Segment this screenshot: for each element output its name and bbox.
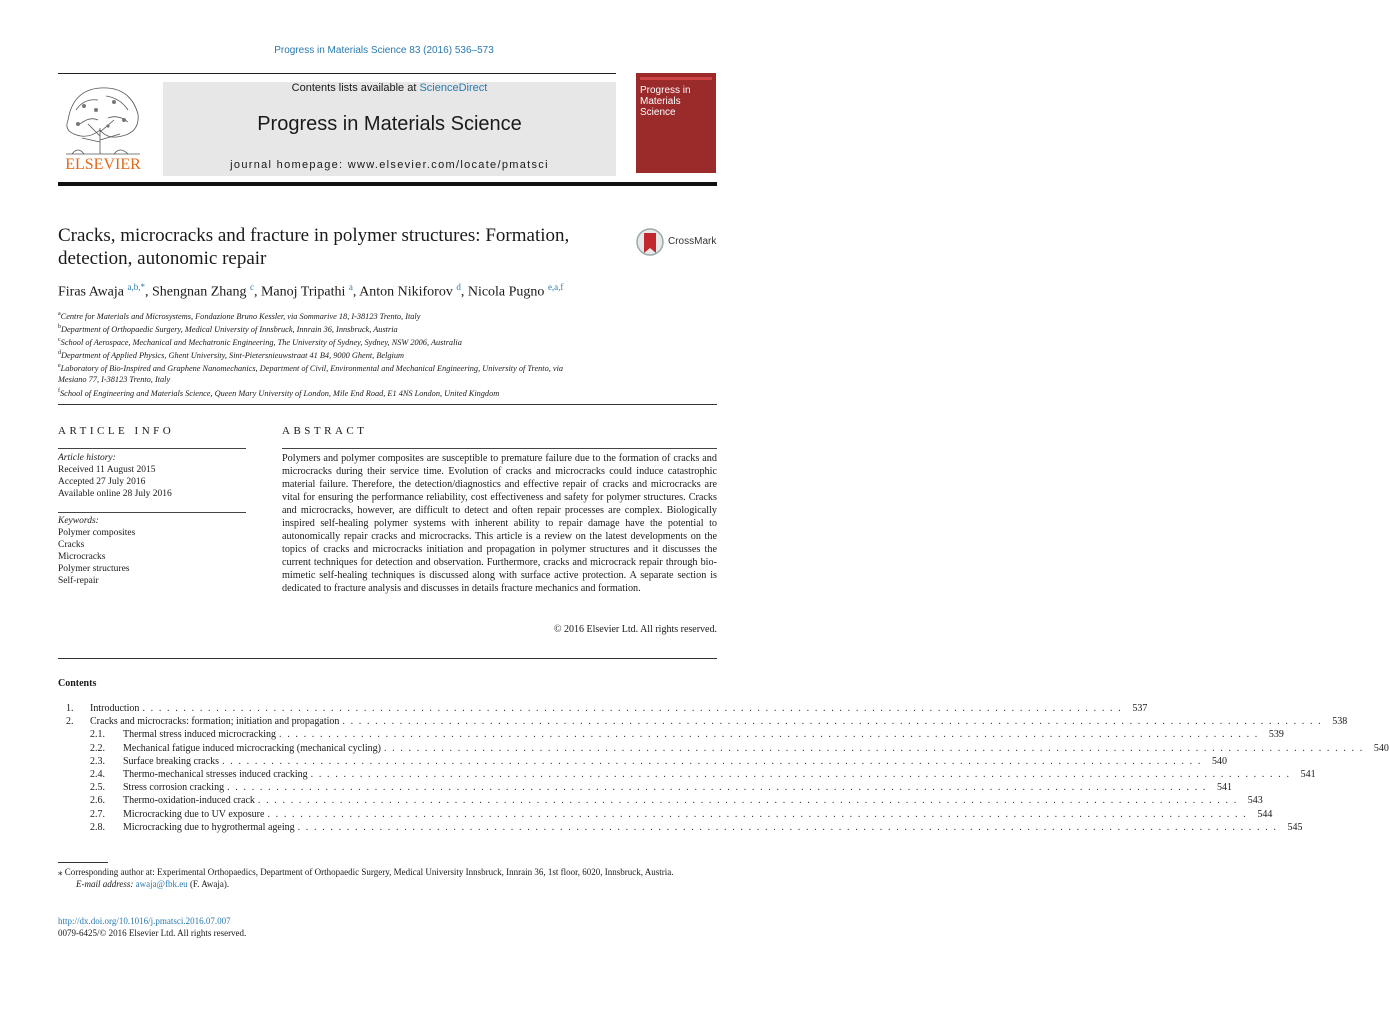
- received-date: Received 11 August 2015: [58, 465, 156, 475]
- email-link[interactable]: awaja@fbk.eu: [135, 879, 188, 889]
- toc-page-number: 537: [1132, 703, 1148, 714]
- journal-cover-image: [636, 73, 716, 173]
- affiliation-marker: a: [58, 311, 61, 317]
- article-history: [58, 452, 246, 500]
- author-affiliation-marker[interactable]: c: [249, 282, 254, 292]
- affiliation-text: Centre for Materials and Microsystems, Fondazione Bruno Kessler, via Sommarive 18, I-38123 Trento, Italy: [60, 311, 421, 321]
- email-label: E-mail address:: [76, 879, 134, 889]
- affiliation-text: School of Aerospace, Mechanical and Mechatronic Engineering, The University of Sydney, Sydney, NSW 2006, Australia: [60, 337, 462, 347]
- author-affiliation-marker[interactable]: a,b,*: [127, 282, 145, 292]
- toc-page-number: 539: [1268, 729, 1284, 741]
- affiliation-item: [58, 361, 578, 385]
- article-info-rule: [58, 448, 246, 449]
- sciencedirect-link[interactable]: ScienceDirect: [419, 82, 488, 94]
- header-rule: [58, 73, 616, 74]
- toc-leader-dots: . . . . . . . . . . . . . . . . . . . . . . . . . . . . . . . . . . . . . . . . . . . . . . . . . . . . . . . . . . . . . . . . . . . . . . . . . . . . . . . . . . . . . . . . . . . . . . . . . . . . . . . . . . . . . . . . . . . . . . . .: [297, 821, 1278, 833]
- affiliation-list: [58, 309, 718, 399]
- toc-number: 2.3.: [90, 755, 105, 767]
- toc-title: Thermo-mechanical stresses induced cracking: [123, 769, 308, 780]
- toc-item[interactable]: [58, 742, 1389, 756]
- author-list: Firas Awaja $^{a,b,*}$, Shengnan Zhang $^c$, Manoj Tripathi $^a$, Anton Nikiforov $^d$, Nicola Pugno $^{e,a,f}$: [58, 282, 564, 300]
- toc-page-number: 545: [1287, 821, 1303, 833]
- toc-item[interactable]: [58, 821, 1303, 835]
- toc-page-number: 543: [1247, 795, 1263, 807]
- footnote-rule: [58, 862, 108, 863]
- affiliation-item: [58, 335, 718, 348]
- toc-item[interactable]: [58, 703, 1148, 716]
- corresponding-author-text: ⁎ Corresponding author at: Experimental Orthopaedics, Department of Orthopaedic Surgery, Medical University Innsbruck, Innrain 36, 1st floor, 6020, Innsbruck, Austria.: [58, 867, 674, 877]
- toc-title: Stress corrosion cracking: [123, 782, 225, 794]
- journal-homepage-link[interactable]: journal homepage: www.elsevier.com/locate/pmatsci: [230, 159, 549, 171]
- toc-number: 2.8.: [90, 821, 105, 833]
- toc-leader-dots: . . . . . . . . . . . . . . . . . . . . . . . . . . . . . . . . . . . . . . . . . . . . . . . . . . . . . . . . . . . . . . . . . . . . . . . . . . . . . . . . . . . . . . . . . . . . . . . . . . . . . . . . . . . . . . . . . . . . . . . .: [310, 769, 1291, 780]
- author-name[interactable]: Manoj Tripathi: [260, 284, 346, 300]
- crossmark-icon: [636, 227, 664, 257]
- author-name[interactable]: Nicola Pugno: [467, 284, 545, 300]
- toc-item[interactable]: [58, 716, 1348, 729]
- toc-title: Microcracking due to hygrothermal ageing: [123, 821, 295, 833]
- toc-title: Microcracking due to UV exposure: [123, 808, 265, 820]
- header-thick-rule: [58, 182, 717, 186]
- toc-number: 2.5.: [90, 782, 105, 794]
- toc-number: 2.4.: [90, 769, 105, 780]
- affiliation-marker: b: [58, 324, 61, 331]
- toc-page-number: 541: [1217, 782, 1232, 794]
- author-affiliation-marker[interactable]: d: [456, 282, 461, 292]
- toc-page-number: 540: [1373, 742, 1389, 754]
- elsevier-logo: [58, 80, 148, 175]
- affiliation-item: [58, 322, 718, 335]
- toc-leader-dots: . . . . . . . . . . . . . . . . . . . . . . . . . . . . . . . . . . . . . . . . . . . . . . . . . . . . . . . . . . . . . . . . . . . . . . . . . . . . . . . . . . . . . . . . . . . . . . . . . . . . . . . . . . . . . . . . . . . . . . . .: [383, 742, 1364, 754]
- toc-leader-dots: . . . . . . . . . . . . . . . . . . . . . . . . . . . . . . . . . . . . . . . . . . . . . . . . . . . . . . . . . . . . . . . . . . . . . . . . . . . . . . . . . . . . . . . . . . . . . . . . . . . . . . . . . . . . . . . . . . . . . . . .: [279, 729, 1259, 741]
- abstract-rule: [282, 448, 717, 449]
- toc-item[interactable]: [58, 769, 1316, 782]
- toc-title: Introduction: [90, 703, 140, 714]
- keyword-item: Cracks: [58, 540, 85, 550]
- toc-title: Thermo-oxidation-induced crack: [123, 795, 255, 807]
- affiliation-item: [58, 309, 718, 322]
- toc-title: Cracks and microcracks: formation; initiation and propagation: [90, 716, 340, 728]
- author-affiliation-marker[interactable]: e,a,f: [547, 282, 564, 292]
- toc-item[interactable]: [58, 729, 1284, 742]
- toc-number: 2.6.: [90, 795, 105, 807]
- history-label: Article history:: [58, 453, 116, 463]
- toc-page-number: 544: [1257, 808, 1273, 820]
- affiliation-text: Department of Orthopaedic Surgery, Medical University of Innsbruck, Innrain 36, Innsbruck, Austria: [61, 324, 398, 334]
- toc-title: Surface breaking cracks: [123, 755, 220, 767]
- keyword-item: Microcracks: [58, 552, 106, 562]
- toc-leader-dots: . . . . . . . . . . . . . . . . . . . . . . . . . . . . . . . . . . . . . . . . . . . . . . . . . . . . . . . . . . . . . . . . . . . . . . . . . . . . . . . . . . . . . . . . . . . . . . . . . . . . . . . . . . . . . . . . . . . . . . . .: [267, 808, 1248, 820]
- toc-page-number: 538: [1332, 716, 1348, 728]
- affiliation-marker: e: [58, 363, 61, 370]
- crossmark-label: CrossMark: [668, 236, 717, 247]
- keywords-label: Keywords:: [58, 516, 99, 526]
- toc-page-number: 541: [1300, 769, 1316, 780]
- toc-leader-dots: . . . . . . . . . . . . . . . . . . . . . . . . . . . . . . . . . . . . . . . . . . . . . . . . . . . . . . . . . . . . . . . . . . . . . . . . . . . . . . . . . . . . . . . . . . . . . . . . . . . . . . . . . . . . . . . . . . . . . . . .: [222, 755, 1202, 767]
- crossmark-badge[interactable]: [636, 227, 726, 257]
- toc-title: Mechanical fatigue induced microcracking (mechanical cycling): [123, 742, 381, 754]
- toc-item[interactable]: [58, 755, 1227, 769]
- journal-reference-link[interactable]: Progress in Materials Science 83 (2016) 536–573: [274, 45, 494, 56]
- corresponding-author-footnote: [58, 866, 717, 890]
- toc-number: 2.: [66, 716, 74, 728]
- toc-leader-dots: . . . . . . . . . . . . . . . . . . . . . . . . . . . . . . . . . . . . . . . . . . . . . . . . . . . . . . . . . . . . . . . . . . . . . . . . . . . . . . . . . . . . . . . . . . . . . . . . . . . . . . . . . . . . . . . . . . . . . . . .: [257, 795, 1238, 807]
- toc-number: 2.1.: [90, 729, 105, 741]
- toc-item[interactable]: [58, 795, 1263, 808]
- section-rule: [58, 404, 717, 405]
- affiliation-marker: c: [58, 337, 61, 344]
- toc-number: 1.: [66, 703, 74, 714]
- email-line: [58, 878, 717, 890]
- affiliation-text: Department of Applied Physics, Ghent University, Sint-Pietersnieuwstraat 41 B4, 9000 Ghent, Belgium: [61, 350, 404, 360]
- doi-link[interactable]: http://dx.doi.org/10.1016/j.pmatsci.2016.07.007: [58, 916, 231, 926]
- affiliation-item: [58, 348, 718, 361]
- toc-page-number: 540: [1211, 755, 1227, 767]
- keyword-item: Self-repair: [58, 576, 99, 586]
- affiliation-text: Laboratory of Bio-Inspired and Graphene Nanomechanics, Department of Civil, Environmental and Mechanical Engineering, University of Trento, via Mesiano 77, I-38123 Trento, Italy: [58, 364, 564, 385]
- toc-leader-dots: . . . . . . . . . . . . . . . . . . . . . . . . . . . . . . . . . . . . . . . . . . . . . . . . . . . . . . . . . . . . . . . . . . . . . . . . . . . . . . . . . . . . . . . . . . . . . . . . . . . . . . . . . . . . . . . . . . . . . . . .: [342, 716, 1323, 728]
- toc-leader-dots: . . . . . . . . . . . . . . . . . . . . . . . . . . . . . . . . . . . . . . . . . . . . . . . . . . . . . . . . . . . . . . . . . . . . . . . . . . . . . . . . . . . . . . . . . . . . . . . . . . . . . . . . . . . . . . . . . . . . . . . .: [227, 782, 1207, 794]
- contents-available-line: [163, 82, 616, 94]
- abstract-text: Polymers and polymer composites are susceptible to premature failure due to the formation of cracks and microcracks during their service time. Evolution of cracks and microcracks could induce catastrophic material failure. Therefore, the detection/diagnostics and effective repair of cracks and microcracks are vital for ensuring the performance reliability, cost effectiveness and safety for polymer structures. Cracks and microcracks, however, are difficult to detect and often repair processes are complex. Biologically inspired self-healing polymer systems with inherent ability to repair damage have the potential to autonomically repair cracks and microcracks. This article is a review on the latest developments on the topics of cracks and microcracks initiation and propagation in polymer structures and it discusses the current techniques for detection and observation. Furthermore, cracks and microcrack repair through bio-mimetic self-healing techniques is discussed along with surface active protection. A separate section is dedicated to fracture analysis and discusses in details fracture mechanics and formation.: [282, 453, 717, 594]
- copyright-notice: © 2016 Elsevier Ltd. All rights reserved.: [553, 624, 717, 635]
- affiliation-marker: d: [58, 350, 61, 357]
- author-name[interactable]: Anton Nikiforov: [359, 284, 453, 300]
- toc-number: 2.7.: [90, 808, 105, 820]
- accepted-date: Accepted 27 July 2016: [58, 477, 146, 487]
- article-title: Cracks, microcracks and fracture in polymer structures: Formation, detection, autonomic repair: [58, 225, 570, 269]
- toc-item[interactable]: [58, 808, 1273, 822]
- abstract-heading: ABSTRACT: [282, 425, 368, 437]
- article-info-heading: ARTICLE INFO: [58, 425, 175, 437]
- email-suffix: (F. Awaja).: [189, 879, 230, 889]
- contents-heading: Contents: [58, 678, 97, 689]
- keywords-rule: [58, 512, 246, 513]
- keyword-item: Polymer structures: [58, 564, 130, 574]
- contents-available-text: Contents lists available at: [291, 82, 420, 94]
- affiliation-text: School of Engineering and Materials Science, Queen Mary University of London, Mile End Road, E1 4NS London, United Kingdom: [60, 388, 500, 398]
- toc-leader-dots: . . . . . . . . . . . . . . . . . . . . . . . . . . . . . . . . . . . . . . . . . . . . . . . . . . . . . . . . . . . . . . . . . . . . . . . . . . . . . . . . . . . . . . . . . . . . . . . . . . . . . . . . . . . . . . . . . . . . . . . .: [142, 703, 1123, 714]
- cover-title: Progress in Materials Science: [640, 85, 691, 118]
- online-date: Available online 28 July 2016: [58, 489, 172, 499]
- author-affiliation-marker[interactable]: a: [348, 282, 353, 292]
- toc-item[interactable]: [58, 782, 1232, 795]
- keyword-item: Polymer composites: [58, 528, 136, 538]
- elsevier-wordmark: ELSEVIER: [65, 156, 141, 173]
- keywords-block: [58, 515, 246, 587]
- author-name[interactable]: Firas Awaja: [58, 284, 124, 300]
- section-rule: [58, 658, 717, 659]
- doi-block: [58, 915, 246, 939]
- toc-title: Thermal stress induced microcracking: [123, 729, 276, 741]
- affiliation-item: [58, 386, 718, 399]
- cover-top-bar: [640, 77, 712, 80]
- journal-title: Progress in Materials Science: [257, 113, 522, 135]
- affiliation-marker: f: [58, 387, 60, 394]
- toc-number: 2.2.: [90, 742, 105, 754]
- issn-copyright: 0079-6425/© 2016 Elsevier Ltd. All rights reserved.: [58, 928, 247, 938]
- author-name[interactable]: Shengnan Zhang: [151, 284, 247, 300]
